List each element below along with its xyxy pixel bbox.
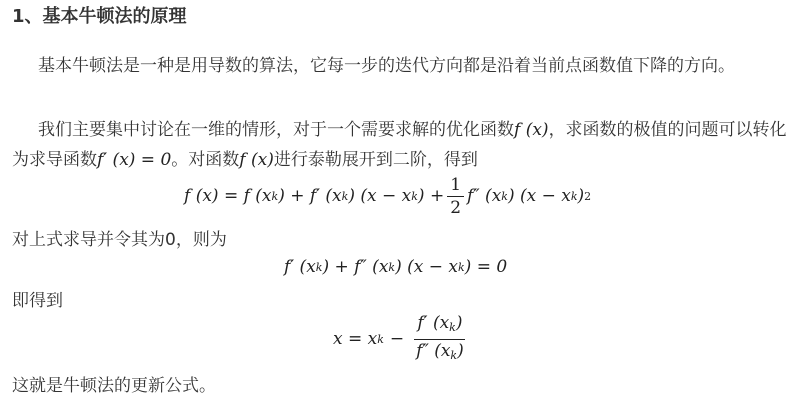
math-fx: f (x) [514,120,549,140]
subscript-k: k [450,348,458,362]
subscript-k: k [501,189,508,203]
eq-term: ) = 0 [464,257,508,277]
subscript-k: k [377,332,384,346]
paragraph-intro [12,51,797,81]
eq-term: ) [577,186,585,206]
section-heading: 1、基本牛顿法的原理 [12,6,187,27]
subscript-k: k [449,320,456,334]
paragraph-derive: 对上式求导并令其为0，则为 [12,230,227,250]
eq-term: x = x [333,329,378,349]
eq-term: f (x) = f (x [184,186,272,206]
subscript-k: k [388,260,396,274]
math-fx: f (x) [239,150,274,170]
eq-term: f″ (x [467,186,502,206]
subscript-k: k [315,260,323,274]
eq-term: ) (x − x [348,186,412,206]
text-part: 进行泰勒展开到二阶，得到 [273,150,478,170]
subscript-k: k [341,189,349,203]
eq-term: ) [457,340,464,361]
fraction-numerator [414,314,465,340]
paragraph-derivation [12,115,797,175]
subscript-k: k [457,260,465,274]
equation-derivative [284,252,507,282]
text-part: ，求函数的极值的问题可以转化为求导函数 [12,120,787,170]
eq-term: ) [455,312,463,333]
equation-taylor [184,176,591,216]
fraction-denominator [413,340,467,365]
paragraph-intro-text: 基本牛顿法是一种是用导数的算法，它每一步的迭代方向都是沿着当前点函数值下降的方向。 [38,56,735,76]
fraction-update [413,314,467,365]
eq-term: ) (x − x [507,186,571,206]
paragraph-result: 即得到 [12,291,63,311]
subscript-k: k [411,189,418,203]
eq-term: f′ (x [417,312,450,333]
fraction-denominator: 2 [450,197,462,218]
eq-term: ) + f″ (x [322,257,389,277]
equation-newton-update [333,312,470,363]
subscript-k: k [271,189,279,203]
superscript-2: 2 [584,189,592,203]
subscript-k: k [570,189,578,203]
eq-term: f″ (x [416,340,451,361]
eq-term: f′ (x [284,257,316,277]
text-part: 我们主要集中讨论在一维的情形，对于一个需要求解的优化函数 [38,120,514,140]
fraction-numerator: 1 [447,176,464,197]
text-part: 。对函数 [171,150,240,170]
minus-sign: − [389,329,405,349]
eq-term: ) + [417,186,445,206]
math-fprime-eq: f′ (x) = 0 [97,150,172,170]
paragraph-conclusion: 这就是牛顿法的更新公式。 [12,376,216,396]
eq-term: ) (x − x [395,257,458,277]
eq-term: ) + f′ (x [278,186,342,206]
fraction-half [447,176,464,217]
